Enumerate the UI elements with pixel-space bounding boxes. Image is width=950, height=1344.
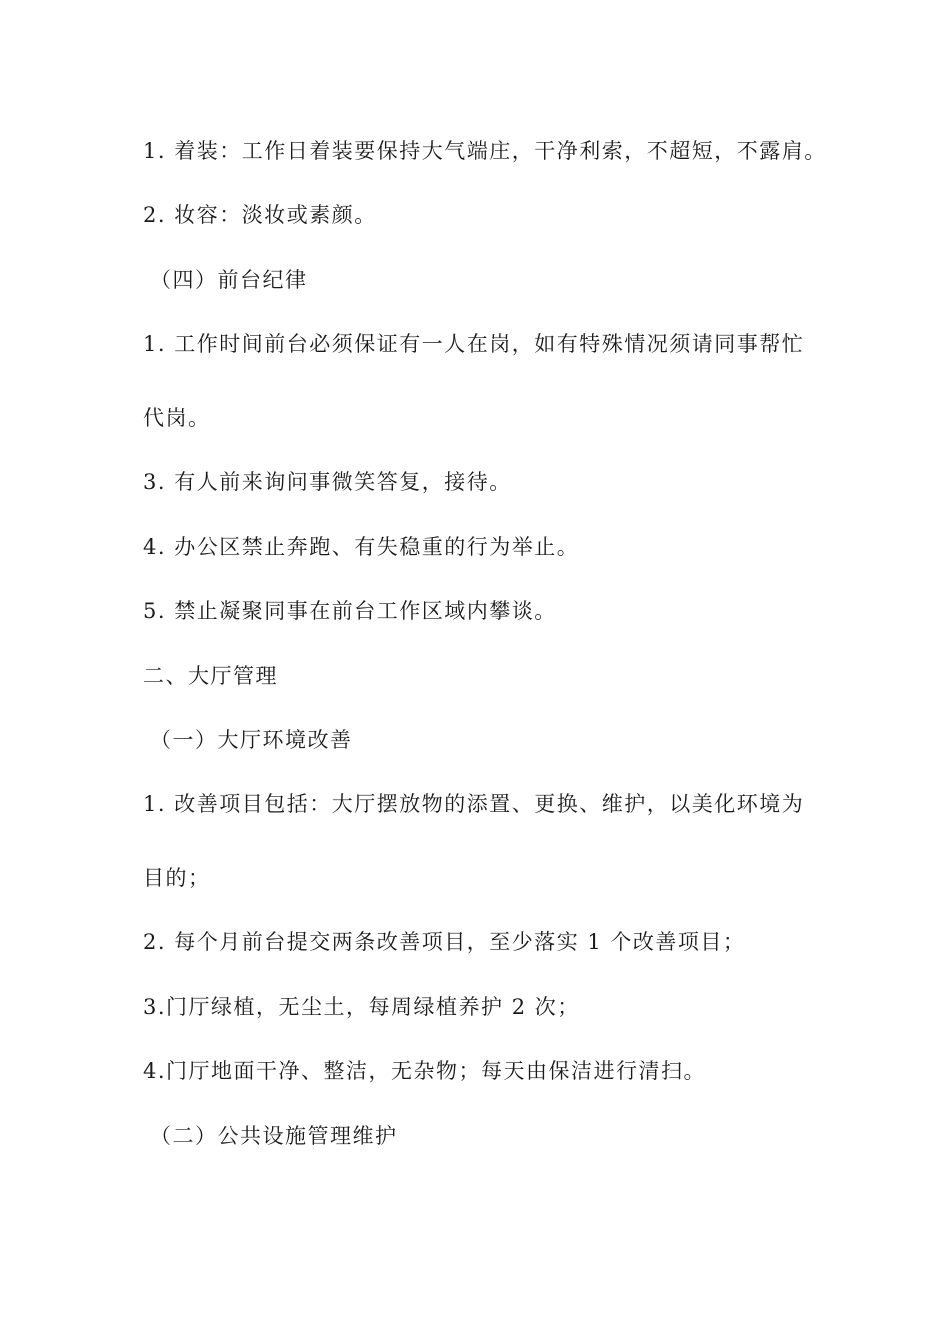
- item-monthly-improvement: 2. 每个月前台提交两条改善项目，至少落实 1 个改善项目；: [143, 930, 746, 954]
- item-inquiry: 3. 有人前来询问事微笑答复，接待。: [143, 470, 512, 494]
- item-floor-cleaning: 4.门厅地面干净、整洁，无杂物；每天由保洁进行清扫。: [143, 1059, 707, 1083]
- section-heading-lobby-environment: （一）大厅环境改善: [150, 728, 353, 752]
- item-plants: 3.门厅绿植，无尘土，每周绿植养护 2 次；: [143, 995, 580, 1019]
- chapter-heading-lobby-management: 二、大厅管理: [143, 664, 278, 688]
- item-on-duty: 1. 工作时间前台必须保证有一人在岗，如有特殊情况须请同事帮忙: [143, 332, 805, 356]
- item-attire: 1. 着装：工作日着装要保持大气端庄，干净利索，不超短，不露肩。: [143, 139, 827, 163]
- item-makeup: 2. 妆容：淡妆或素颜。: [143, 203, 377, 227]
- item-improvement-projects: 1. 改善项目包括：大厅摆放物的添置、更换、维护，以美化环境为: [143, 792, 805, 816]
- item-no-running: 4. 办公区禁止奔跑、有失稳重的行为举止。: [143, 535, 580, 559]
- section-heading-front-desk-discipline: （四）前台纪律: [150, 268, 308, 292]
- item-no-gathering: 5. 禁止凝聚同事在前台工作区域内攀谈。: [143, 599, 557, 623]
- item-improvement-projects-continued: 目的；: [143, 866, 211, 890]
- item-on-duty-continued: 代岗。: [143, 406, 211, 430]
- section-heading-public-facilities: （二）公共设施管理维护: [150, 1124, 398, 1148]
